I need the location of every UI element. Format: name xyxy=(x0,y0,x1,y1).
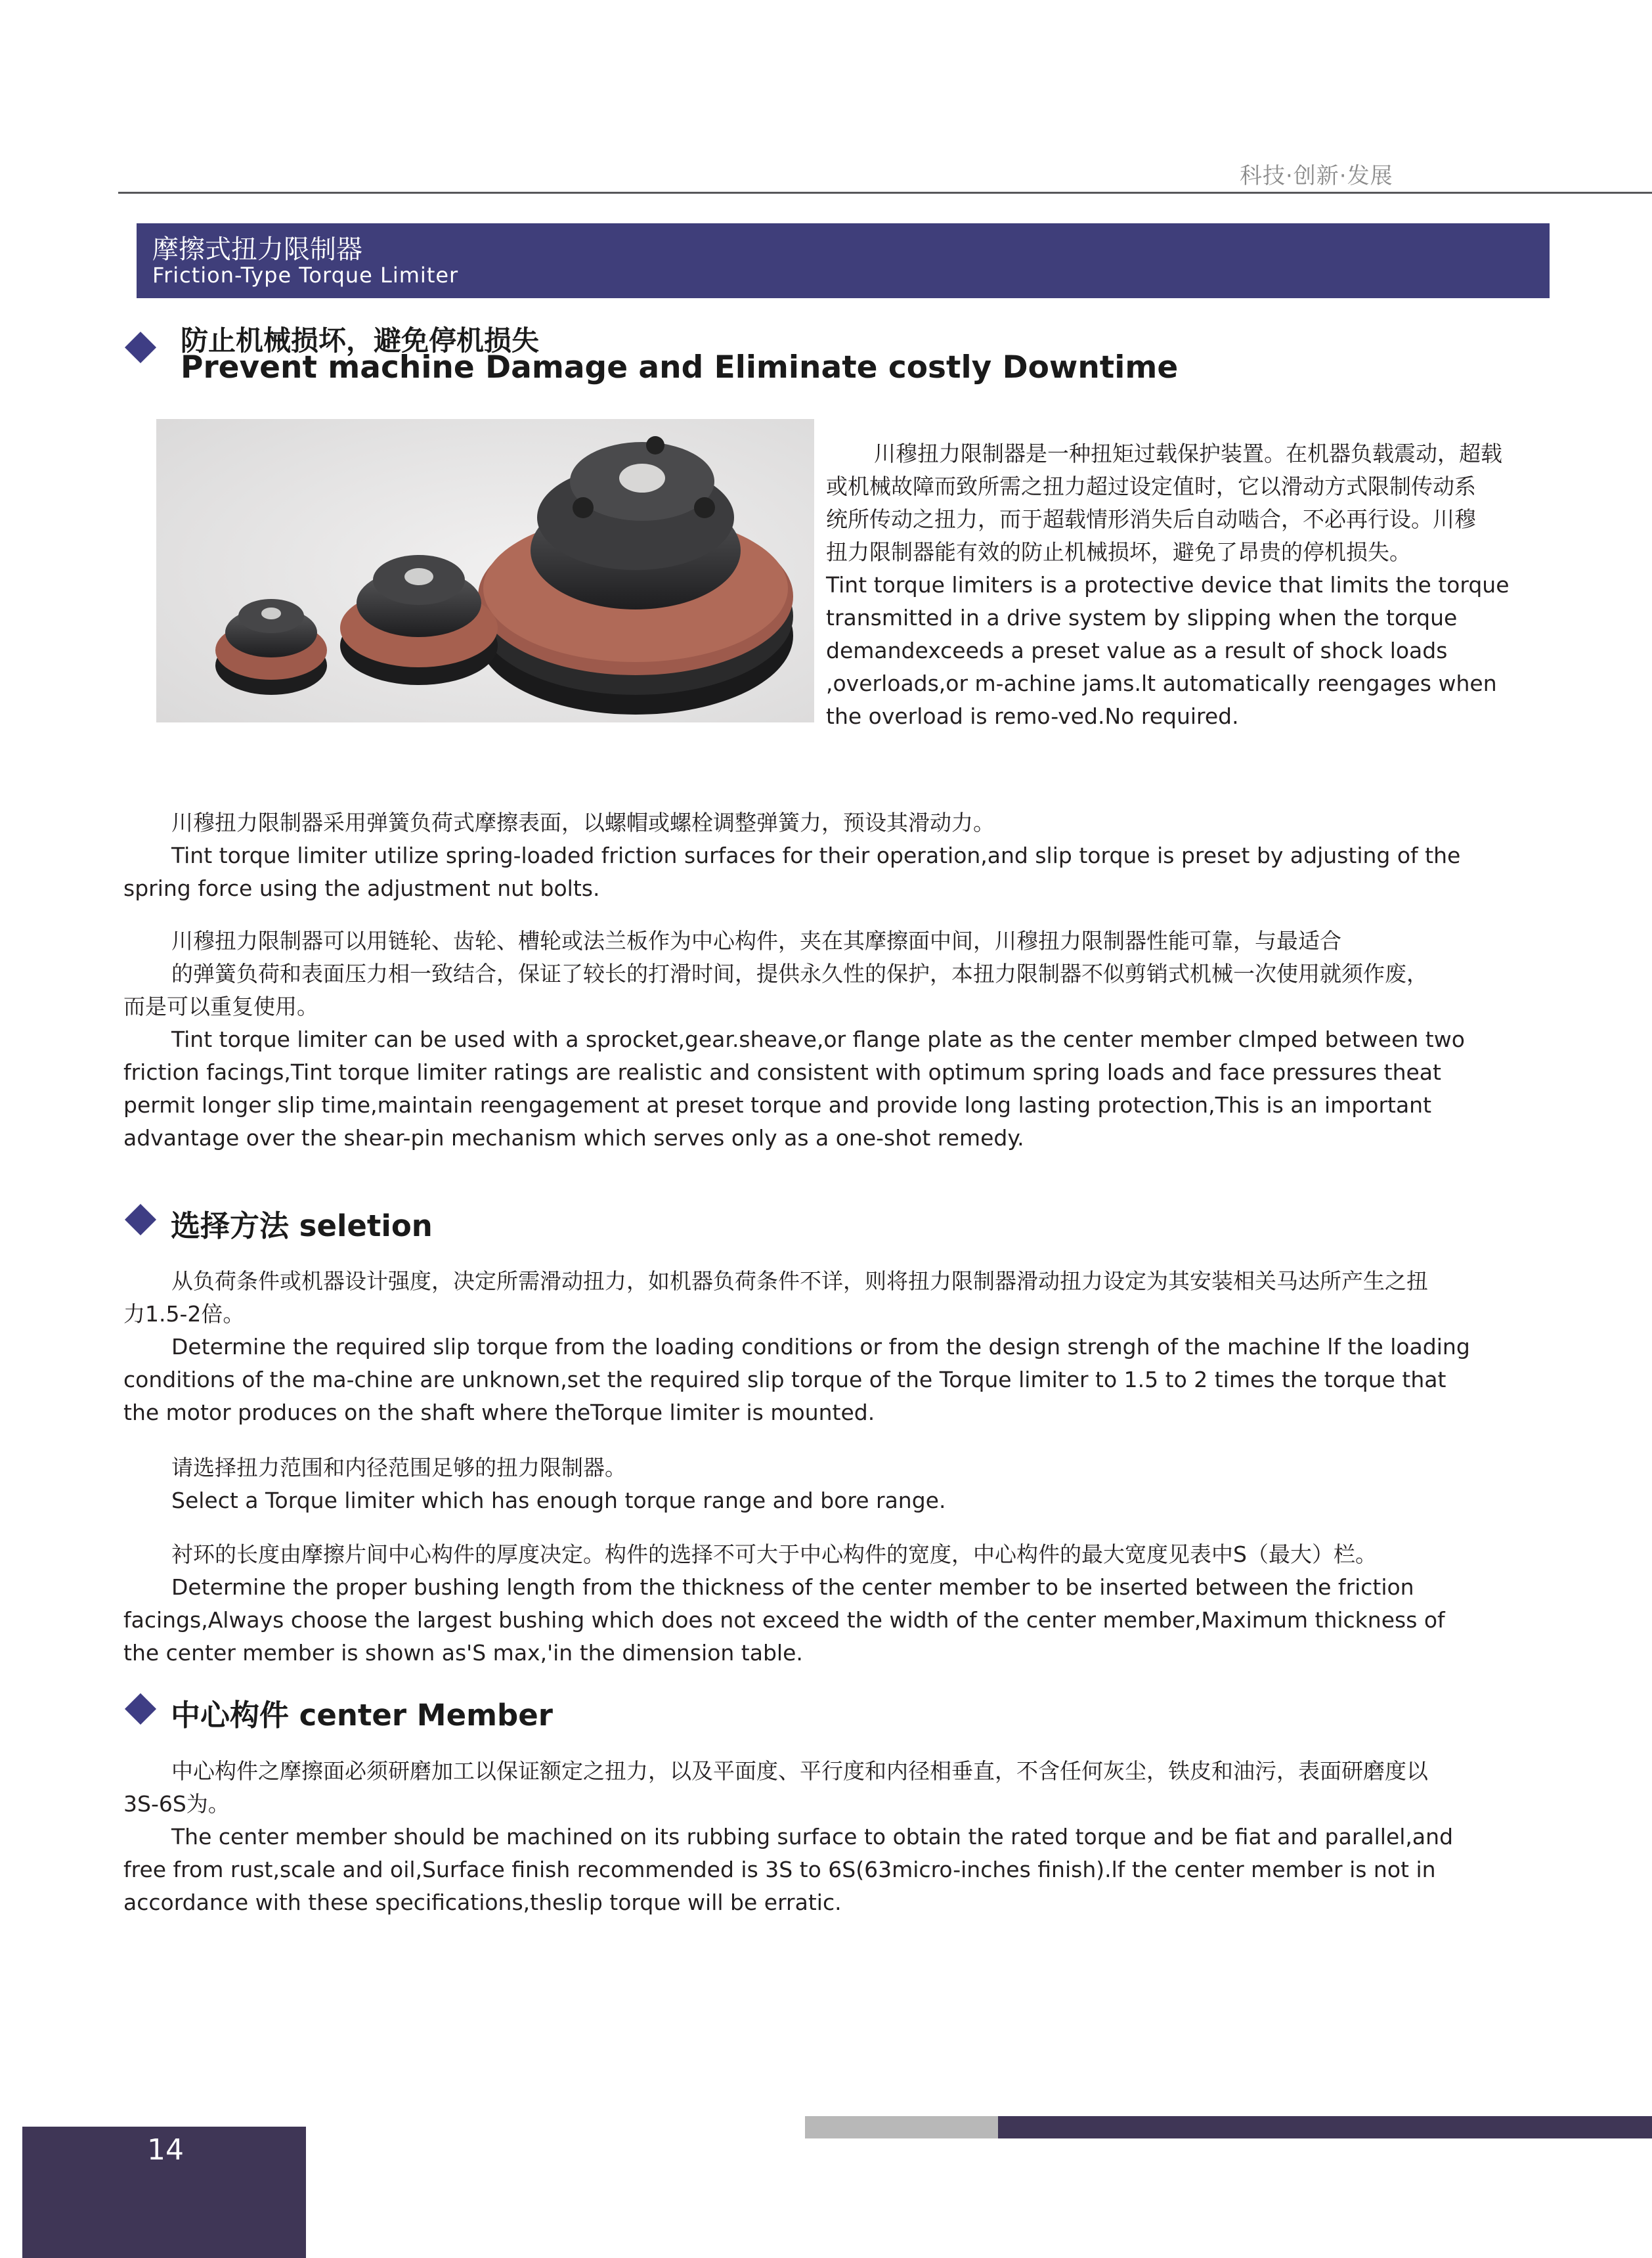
paragraph-line: Select a Torque limiter which has enough torque range and bore range. xyxy=(171,1488,946,1513)
paragraph-line: free from rust,scale and oil,Surface finish recommended is 3S to 6S(63micro-inches finish).lf the center member is not in xyxy=(123,1857,1436,1882)
intro-line: 川穆扭力限制器是一种扭矩过载保护装置。在机器负载震动，超载 xyxy=(874,441,1502,466)
header-tagline: 科技·创新·发展 xyxy=(1240,163,1393,189)
paragraph-line: accordance with these specifications,theslip torque will be erratic. xyxy=(123,1890,842,1915)
paragraph-line: friction facings,Tint torque limiter ratings are realistic and consistent with optimum spring loads and face pressures theat xyxy=(123,1059,1441,1085)
footer-bar-grey xyxy=(805,2116,998,2138)
paragraph-line: 中心构件之摩擦面必须研磨加工以保证额定之扭力，以及平面度、平行度和内径相垂直，不含任何灰尘，铁皮和油污，表面研磨度以 xyxy=(171,1758,1428,1784)
paragraph-line: 3S-6S为。 xyxy=(123,1791,230,1817)
paragraph-line: the center member is shown as'S max,'in the dimension table. xyxy=(123,1640,803,1666)
paragraph-line: 的弹簧负荷和表面压力相一致结合，保证了较长的打滑时间，提供永久性的保护，本扭力限制器不似剪销式机械一次使用就须作废， xyxy=(171,961,1428,986)
banner-title-en: Friction-Type Torque Limiter xyxy=(152,263,459,288)
paragraph-line: the motor produces on the shaft where theTorque limiter is mounted. xyxy=(123,1400,875,1425)
intro-line: the overload is remo-ved.No required. xyxy=(826,703,1239,729)
intro-line: 统所传动之扭力，而于超载情形消失后自动啮合，不必再行设。川穆 xyxy=(826,506,1476,532)
intro-line: demandexceeds a preset value as a result of shock loads xyxy=(826,638,1448,663)
intro-text xyxy=(826,437,1555,733)
paragraph-line: The center member should be machined on its rubbing surface to obtain the rated torque and be fiat and parallel,and xyxy=(171,1824,1454,1849)
paragraph-line: 而是可以重复使用。 xyxy=(123,994,318,1019)
paragraph-line: Determine the proper bushing length from the thickness of the center member to be inserted between the friction xyxy=(171,1574,1414,1600)
paragraph-line: 从负荷条件或机器设计强度，决定所需滑动扭力，如机器负荷条件不详，则将扭力限制器滑动扭力设定为其安装相关马达所产生之扭 xyxy=(171,1268,1428,1294)
paragraph-line: advantage over the shear-pin mechanism which serves only as a one-shot remedy. xyxy=(123,1125,1024,1151)
paragraph-line: 衬环的长度由摩擦片间中心构件的厚度决定。构件的选择不可大于中心构件的宽度，中心构件的最大宽度见表中S（最大）栏。 xyxy=(171,1541,1377,1567)
banner-title-cn: 摩擦式扭力限制器 xyxy=(152,234,362,265)
page-number: 14 xyxy=(147,2133,184,2167)
bullet-diamond-icon xyxy=(125,332,156,363)
paragraph-line: 川穆扭力限制器采用弹簧负荷式摩擦表面，以螺帽或螺栓调整弹簧力，预设其滑动力。 xyxy=(171,810,995,835)
center-member-paragraph xyxy=(123,1755,1555,1919)
paragraph-line: 力1.5-2倍。 xyxy=(123,1301,245,1327)
product-photo xyxy=(156,419,814,722)
paragraph-line: 川穆扭力限制器可以用链轮、齿轮、槽轮或法兰板作为中心构件，夹在其摩擦面中间，川穆扭力限制器性能可靠，与最适合 xyxy=(171,928,1341,954)
selection-title: 选择方法 seletion xyxy=(171,1208,433,1243)
paragraph-line: 请选择扭力范围和内径范围足够的扭力限制器。 xyxy=(171,1455,626,1480)
intro-line: ,overloads,or m-achine jams.lt automatically reengages when xyxy=(826,671,1497,696)
paragraph-spring xyxy=(123,807,1555,905)
paragraph-line: Tint torque limiter utilize spring-loaded friction surfaces for their operation,and slip torque is preset by adjusting of the xyxy=(171,843,1461,868)
header-rule xyxy=(118,192,1652,194)
center-member-title: 中心构件 center Member xyxy=(171,1698,553,1733)
bullet-diamond-icon xyxy=(125,1693,156,1725)
paragraph-line: Determine the required slip torque from the loading conditions or from the design strengh of the machine lf the loading xyxy=(171,1334,1470,1360)
bullet-diamond-icon xyxy=(125,1204,156,1235)
selection-paragraph-2 xyxy=(123,1451,1555,1517)
paragraph-center-member-usage xyxy=(123,925,1555,1155)
paragraph-line: facings,Always choose the largest bushing which does not exceed the width of the center member,Maximum thickness of xyxy=(123,1607,1445,1633)
torque-limiter-illustration xyxy=(156,419,814,722)
intro-line: Tint torque limiters is a protective device that limits the torque xyxy=(826,572,1510,598)
intro-line: 或机械故障而致所需之扭力超过设定值时，它以滑动方式限制传动系 xyxy=(826,474,1476,499)
intro-heading-en: Prevent machine Damage and Eliminate costly Downtime xyxy=(181,349,1179,386)
paragraph-line: spring force using the adjustment nut bolts. xyxy=(123,875,600,901)
paragraph-line: conditions of the ma-chine are unknown,set the required slip torque of the Torque limiter to 1.5 to 2 times the torque that xyxy=(123,1367,1446,1392)
paragraph-line: Tint torque limiter can be used with a sprocket,gear.sheave,or flange plate as the center member clmped between two xyxy=(171,1027,1465,1052)
intro-line: transmitted in a drive system by slipping when the torque xyxy=(826,605,1458,631)
selection-paragraph-1 xyxy=(123,1265,1555,1429)
footer-bar-dark xyxy=(998,2116,1652,2138)
selection-paragraph-3 xyxy=(123,1538,1555,1670)
intro-line: 扭力限制器能有效的防止机械损坏，避免了昂贵的停机损失。 xyxy=(826,539,1411,565)
intro-heading-cn: 防止机械损坏，避免停机损失 xyxy=(181,324,540,357)
paragraph-line: permit longer slip time,maintain reengagement at preset torque and provide long lasting protection,This is an important xyxy=(123,1092,1432,1118)
